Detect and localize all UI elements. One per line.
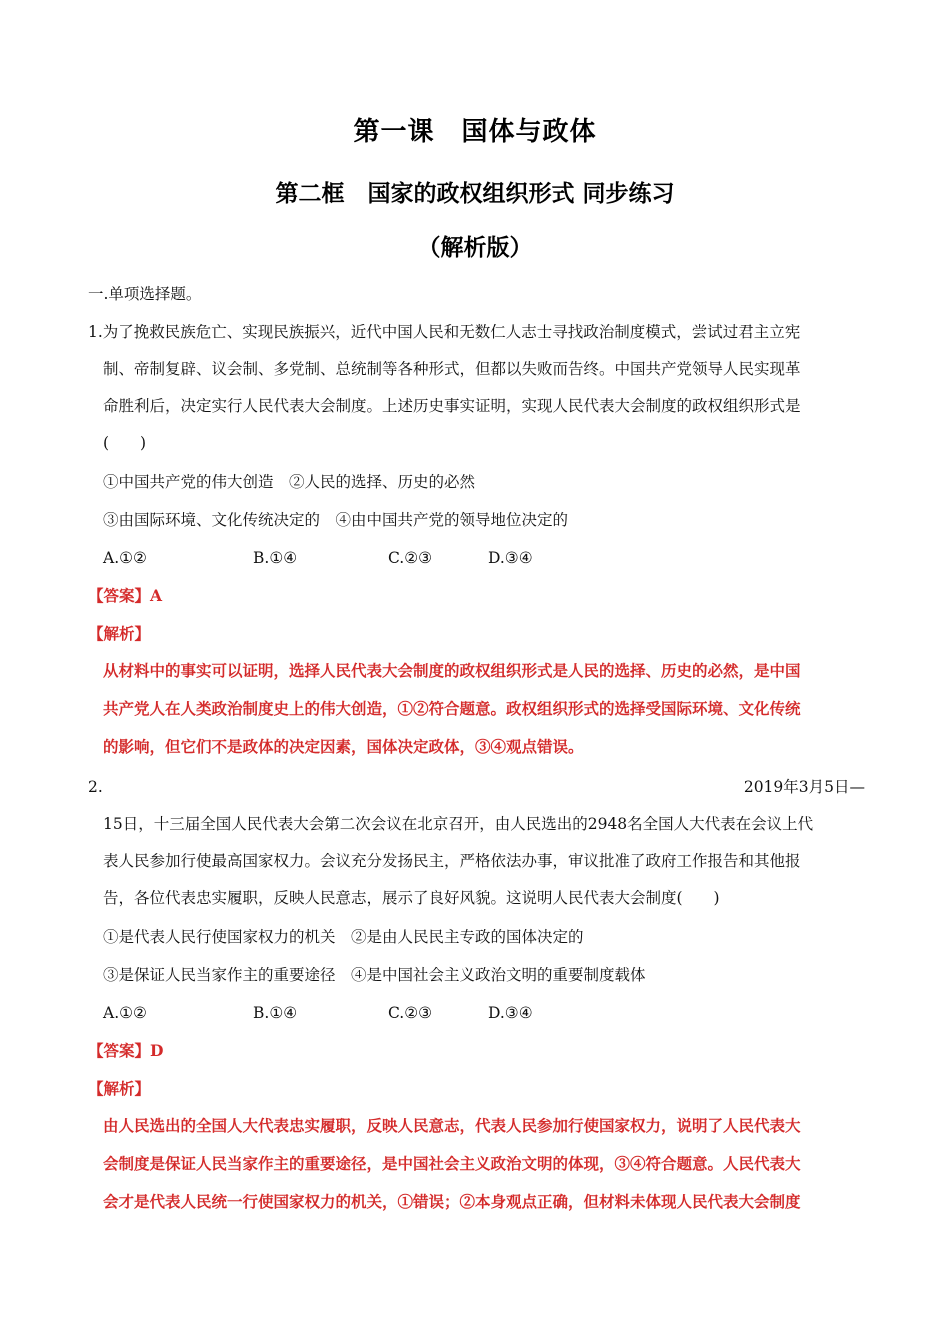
q1-option-a: A.①②: [103, 549, 147, 567]
q2-options: [103, 1001, 865, 1025]
q1-analysis-line: 的影响，但它们不是政体的决定因素，国体决定政体，③④观点错误。: [103, 737, 584, 756]
q1-stem-line: 命胜利后，决定实行人民代表大会制度。上述历史事实证明，实现人民代表大会制度的政权组织形式是: [103, 397, 801, 415]
q1-analysis-label: 【解析】: [88, 624, 151, 643]
section-title: 第二框 国家的政权组织形式 同步练习: [275, 181, 675, 207]
q1-analysis-line: 从材料中的事实可以证明，选择人民代表大会制度的政权组织形式是人民的选择、历史的必然，是中国: [103, 661, 801, 680]
q2-statement: ③是保证人民当家作主的重要途径 ④是中国社会主义政治文明的重要制度载体: [103, 966, 646, 984]
q1-option-d: D.③④: [488, 549, 533, 567]
q1-stem-line: 1.为了挽救民族危亡、实现民族振兴，近代中国人民和无数仁人志士寻找政治制度模式，尝试过君主立宪: [88, 323, 801, 341]
q2-stem-line: 告，各位代表忠实履职，反映人民意志，展示了良好风貌。这说明人民代表大会制度( ): [103, 889, 720, 907]
q2-analysis-line: 会才是代表人民统一行使国家权力的机关，①错误；②本身观点正确，但材料未体现人民代表大会制度: [103, 1192, 801, 1211]
q2-option-b: B.①④: [253, 1004, 298, 1022]
q1-blank: ( ): [103, 434, 147, 452]
q1-analysis-line: 共产党人在人类政治制度史上的伟大创造，①②符合题意。政权组织形式的选择受国际环境、文化传统: [103, 699, 801, 718]
q2-option-a: A.①②: [103, 1004, 147, 1022]
q1-option-c: C.②③: [388, 549, 433, 567]
q1-statement: ①中国共产党的伟大创造 ②人民的选择、历史的必然: [103, 473, 476, 491]
q2-option-c: C.②③: [388, 1004, 433, 1022]
lesson-title: 第一课 国体与政体: [353, 117, 597, 147]
version-label: （解析版）: [417, 235, 533, 261]
q2-stem-line: 15日，十三届全国人民代表大会第二次会议在北京召开，由人民选出的2948名全国人大代表在会议上代: [103, 815, 814, 833]
q1-option-b: B.①④: [253, 549, 298, 567]
q1-statement: ③由国际环境、文化传统决定的 ④由中国共产党的领导地位决定的: [103, 511, 569, 529]
question-type-heading: 一.单项选择题。: [88, 285, 202, 303]
q2-option-d: D.③④: [488, 1004, 533, 1022]
q2-statement: ①是代表人民行使国家权力的机关 ②是由人民民主专政的国体决定的: [103, 928, 584, 946]
q2-number: 2.: [88, 778, 103, 796]
q1-answer: 【答案】A: [88, 586, 163, 605]
q2-analysis-line: 由人民选出的全国人大代表忠实履职，反映人民意志，代表人民参加行使国家权力，说明了人民代表大: [103, 1116, 801, 1135]
q1-options: [103, 546, 865, 570]
q2-stem-line: 表人民参加行使最高国家权力。会议充分发扬民主，严格依法办事，审议批准了政府工作报告和其他报: [103, 852, 801, 870]
q2-answer: 【答案】D: [88, 1041, 164, 1060]
q1-stem-line: 制、帝制复辟、议会制、多党制、总统制等各种形式，但都以失败而告终。中国共产党领导人民实现革: [103, 360, 801, 378]
q2-analysis-label: 【解析】: [88, 1079, 151, 1098]
q2-analysis-line: 会制度是保证人民当家作主的重要途径，是中国社会主义政治文明的体现，③④符合题意。人民代表大: [103, 1154, 801, 1173]
q2-date-fragment: 2019年3月5日—: [743, 778, 865, 796]
